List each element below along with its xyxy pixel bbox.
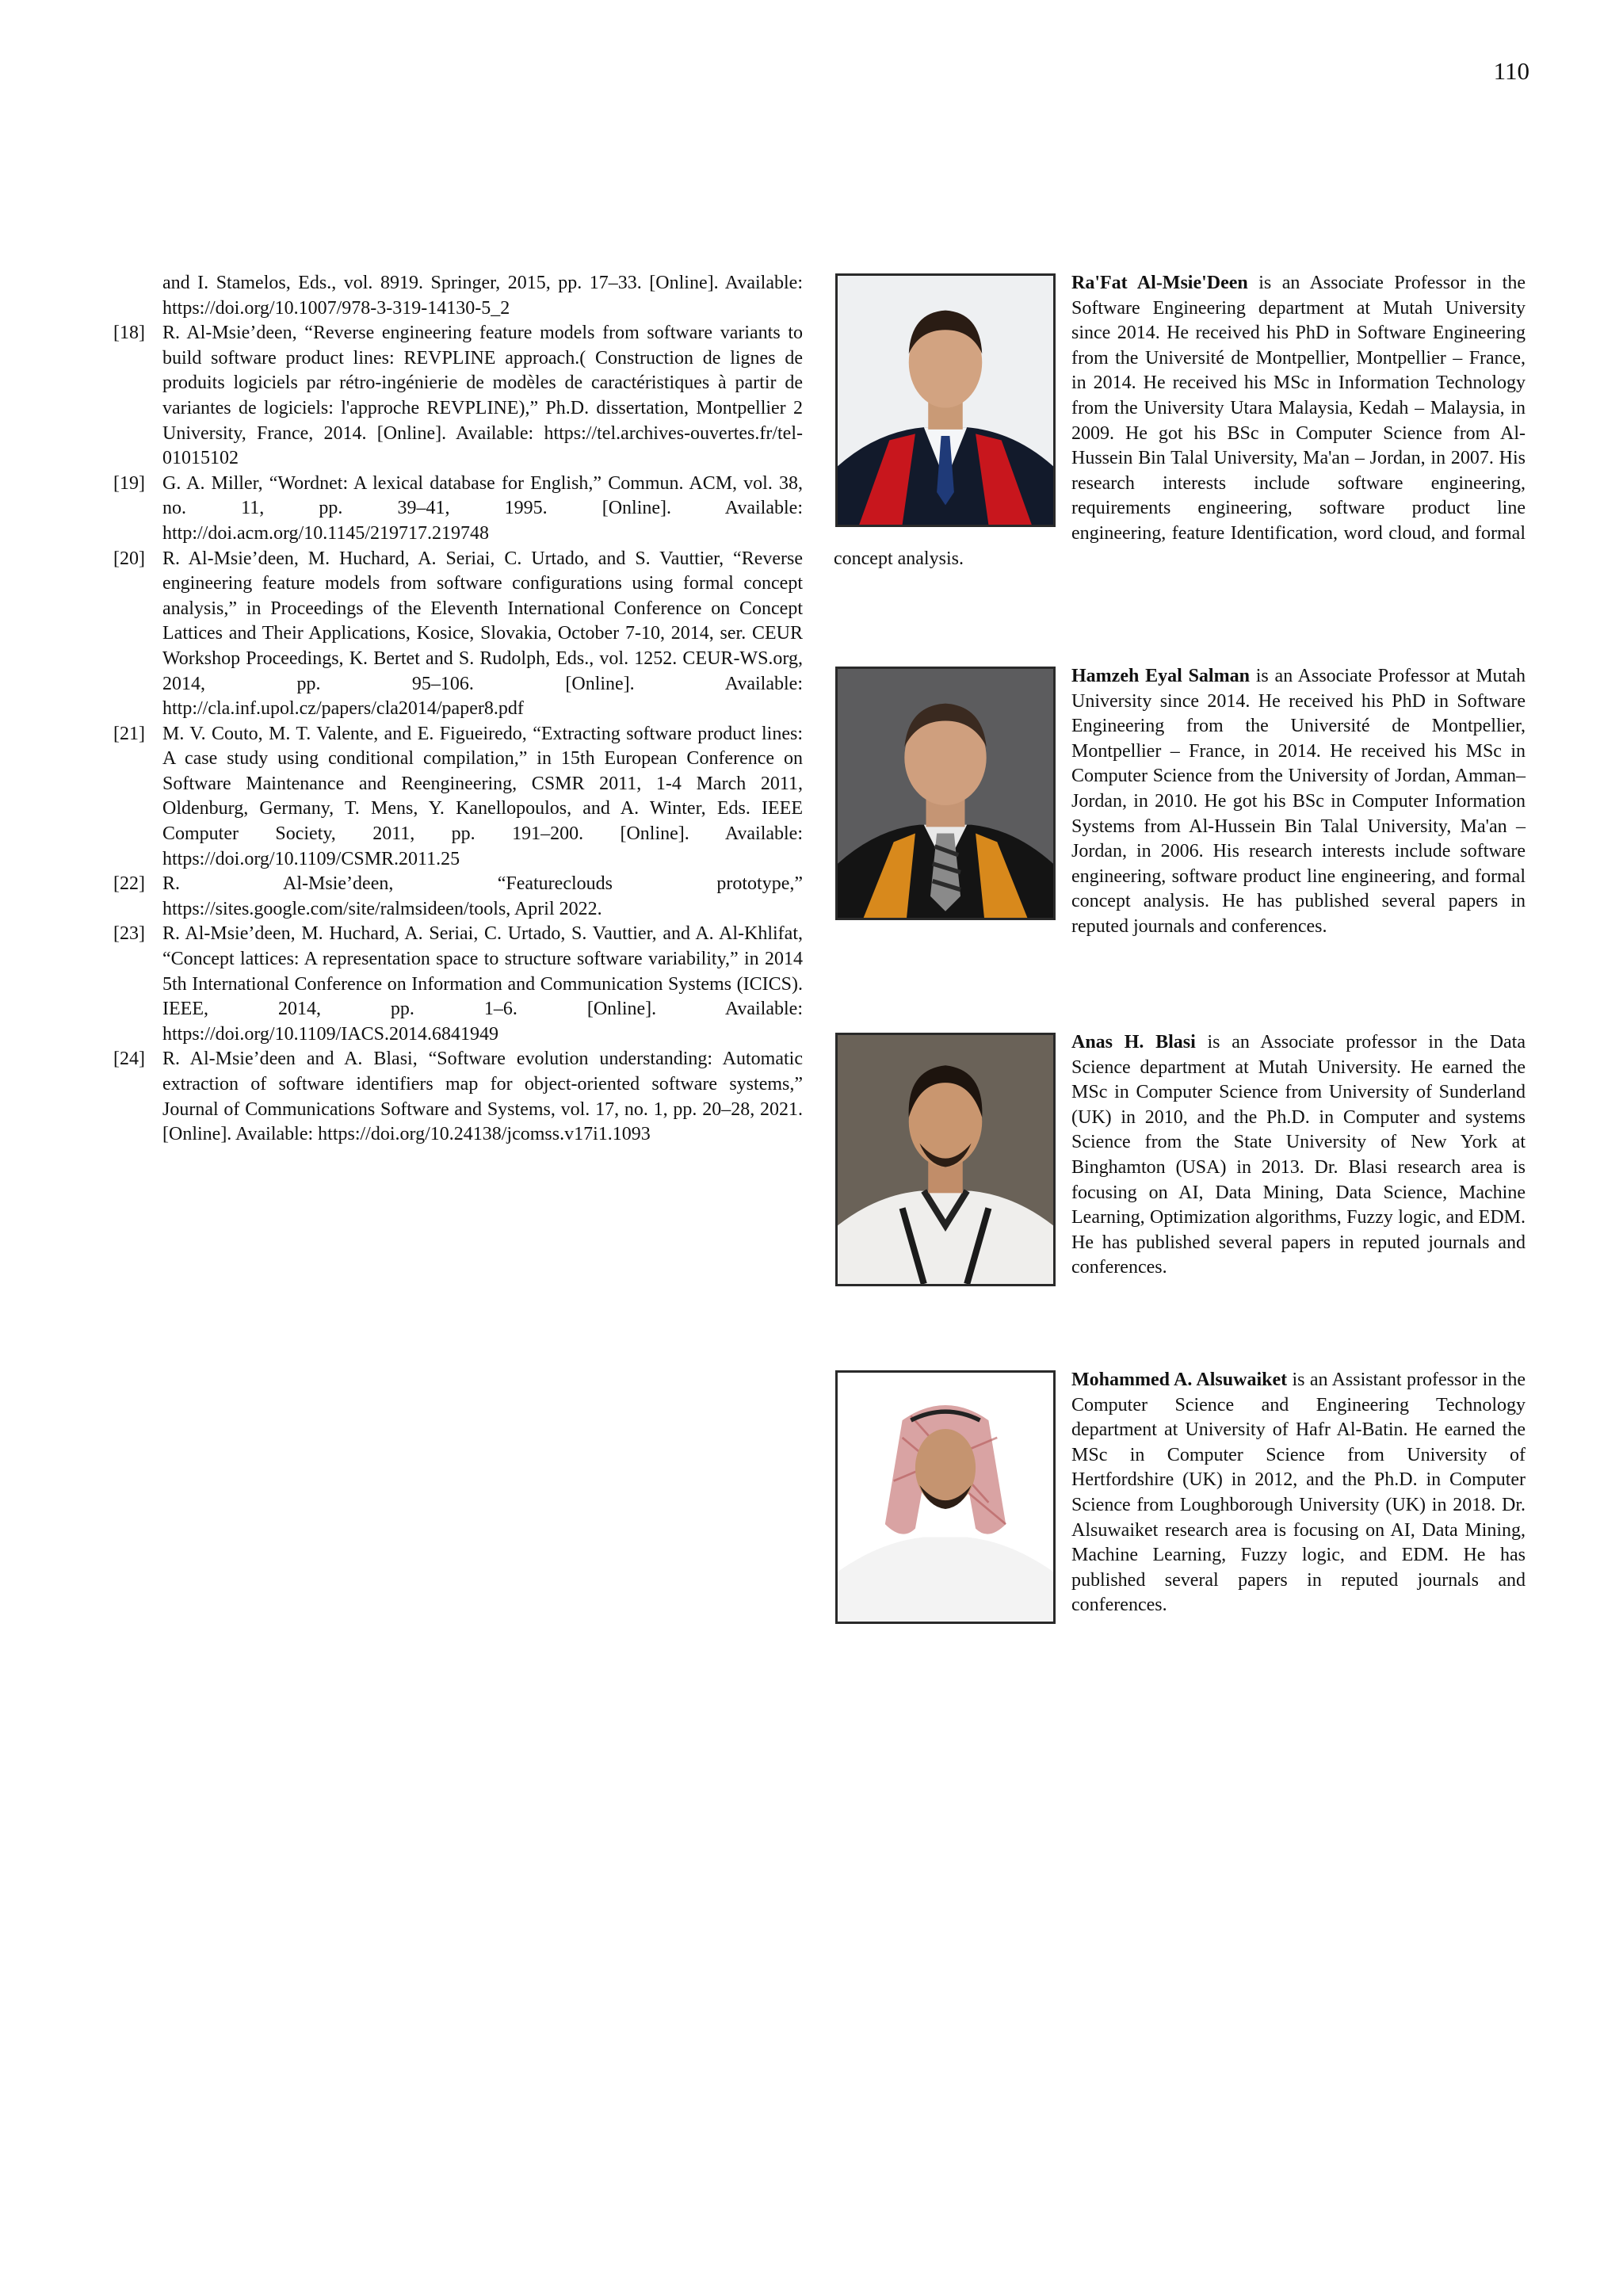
- reference-text: R. Al-Msie’deen, “Featureclouds prototype,” https://sites.google.com/site/ralmsideen/tools, April 2022.: [162, 873, 803, 919]
- author-name: Mohammed A. Alsuwaiket: [1071, 1370, 1288, 1390]
- author-name: Ra'Fat Al-Msie'Deen: [1071, 273, 1248, 293]
- reference-text: R. Al-Msie’deen, “Reverse engineering feature models from software variants to build software product lines: REVPLINE approach.( Construction de lignes de produits logiciels par rétro-ingénierie de modèles de caractéristiques à partir de variantes de logiciels: l'approche REVPLINE),” Ph.D. dissertation, Montpellier 2 University, France, 2014. [Online]. Available: https://tel.archives-ouvertes.fr/tel-01015102: [162, 323, 803, 469]
- author-bio-blasi: [834, 1030, 1526, 1291]
- reference-21: [113, 722, 803, 873]
- reference-18: [113, 321, 803, 472]
- author-photo: [835, 1370, 1056, 1624]
- reference-text: R. Al-Msie’deen and A. Blasi, “Software evolution understanding: Automatic extraction of software identifiers map for object-oriented software systems,” Journal of Communications Software and Systems, vol. 17, no. 1, pp. 20–28, 2021. [Online]. Available: https://doi.org/10.24138/jcomss.v17i1.1093: [162, 1049, 803, 1145]
- author-bio-alsuwaiket: [834, 1368, 1526, 1629]
- page-number: 110: [1493, 57, 1529, 85]
- author-name: Hamzeh Eyal Salman: [1071, 666, 1250, 686]
- author-name: Anas H. Blasi: [1071, 1032, 1196, 1052]
- author-bio-almsiedeen: [834, 271, 1526, 571]
- reference-number: [21]: [113, 723, 145, 744]
- reference-text: M. V. Couto, M. T. Valente, and E. Figueiredo, “Extracting software product lines: A case study using conditional compilation,” in 15th European Conference on Software Maintenance and Reengineering, CSMR 2011, 1-4 March 2011, Oldenburg, Germany, T. Mens, Y. Kanellopoulos, and A. Winter, Eds. IEEE Computer Society, 2011, pp. 191–200. [Online]. Available: https://doi.org/10.1109/CSMR.2011.25: [162, 723, 803, 869]
- reference-number: [20]: [113, 548, 145, 569]
- author-bio-text: is an Associate Professor in the Software Engineering department at Mutah University since 2014. He received his PhD in Software Engineering from the Université de Montpellier, Montpellier – France, in 2014. He received his MSc in Information Technology from the University Utara Malaysia, Kedah – Malaysia, in 2009. He got his BSc in Computer Science from Al-Hussein Bin Talal University, Ma'an – Jordan, in 2007. His research interests include software engineering, requirements engineering, software product line engineering, feature Identification, word cloud, and formal concept analysis.: [834, 273, 1526, 569]
- reference-text: G. A. Miller, “Wordnet: A lexical database for English,” Commun. ACM, vol. 38, no. 11, pp. 39–41, 1995. [Online]. Available: http://doi.acm.org/10.1145/219717.219748: [162, 472, 803, 544]
- author-bio-text: is an Associate professor in the Data Science department at Mutah University. He earned the MSc in Computer Science from University of Sunderland (UK) in 2010, and the Ph.D. in Computer and systems Science from the State University of New York at Binghamton (USA) in 2013. Dr. Blasi research area is focusing on AI, Data Mining, Data Science, Machine Learning, Optimization algorithms, Fuzzy logic, and EDM. He has published several papers in reputed journals and conferences.: [1071, 1032, 1526, 1278]
- reference-17-continued: [113, 271, 803, 321]
- reference-22: [113, 872, 803, 922]
- author-photo: [835, 273, 1056, 527]
- reference-number: [19]: [113, 472, 145, 494]
- author-photo: [835, 667, 1056, 920]
- reference-24: [113, 1047, 803, 1147]
- references-list: [113, 271, 803, 1148]
- reference-23: [113, 922, 803, 1047]
- author-photo: [835, 1033, 1056, 1286]
- reference-text: R. Al-Msie’deen, M. Huchard, A. Seriai, C. Urtado, and S. Vauttier, “Reverse engineering feature models from software configurations using formal concept analysis,” in Proceedings of the Eleventh International Conference on Concept Lattices and Their Applications, Kosice, Slovakia, October 7-10, 2014, ser. CEUR Workshop Proceedings, K. Bertet and S. Rudolph, Eds., vol. 1252. CEUR-WS.org, 2014, pp. 95–106. [Online]. Available: http://cla.inf.upol.cz/papers/cla2014/paper8.pdf: [162, 548, 803, 720]
- reference-number: [18]: [113, 323, 145, 344]
- reference-text: R. Al-Msie’deen, M. Huchard, A. Seriai, C. Urtado, S. Vauttier, and A. Al-Khlifat, “Concept lattices: A representation space to structure software variability,” in 2014 5th International Conference on Information and Communication Systems (ICICS). IEEE, 2014, pp. 1–6. [Online]. Available: https://doi.org/10.1109/IACS.2014.6841949: [162, 923, 803, 1045]
- author-bio-text: is an Associate Professor at Mutah University since 2014. He received his PhD in Software Engineering from the Université de Montpellier, Montpellier – France, in 2014. He received his MSc in Computer Science from the University of Jordan, Amman– Jordan, in 2010. He got his BSc in Computer Information Systems from Al-Hussein Bin Talal University, Ma'an – Jordan, in 2006. His research interests include software engineering, software product line engineering, and formal concept analysis. He has published several papers in reputed journals and conferences.: [1071, 666, 1526, 937]
- reference-text: and I. Stamelos, Eds., vol. 8919. Springer, 2015, pp. 17–33. [Online]. Available: https://doi.org/10.1007/978-3-319-14130-5_2: [162, 273, 803, 319]
- reference-20: [113, 547, 803, 722]
- author-bio-salman: [834, 664, 1526, 940]
- author-bio-text: is an Assistant professor in the Computer Science and Engineering Technology department at University of Hafr Al-Batin. He earned the MSc in Computer Science from University of Hertfordshire (UK) in 2012, and the Ph.D. in Computer Science from Loughborough University (UK) in 2018. Dr. Alsuwaiket research area is focusing on AI, Data Mining, Machine Learning, Fuzzy logic, and EDM. He has published several papers in reputed journals and conferences.: [1071, 1370, 1526, 1616]
- reference-number: [23]: [113, 923, 145, 945]
- reference-number: [22]: [113, 873, 145, 895]
- reference-number: [24]: [113, 1049, 145, 1070]
- reference-19: [113, 472, 803, 547]
